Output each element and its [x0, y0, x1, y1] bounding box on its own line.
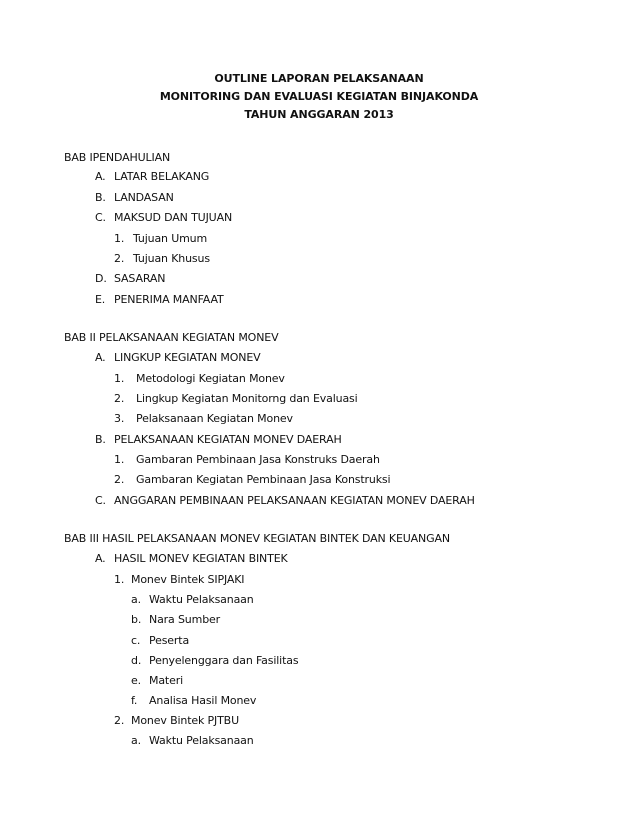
outline-item [131, 613, 220, 626]
outline-item [131, 654, 298, 667]
doc-title-line-1: OUTLINE LAPORAN PELAKSANAAN [214, 72, 424, 85]
item-marker: a. [131, 593, 141, 606]
doc-title-line-2: MONITORING DAN EVALUASI KEGIATAN BINJAKONDA [159, 90, 479, 103]
item-marker: c. [131, 634, 141, 647]
outline-item [95, 433, 342, 446]
outline-item [114, 372, 285, 385]
item-text: SASARAN [114, 272, 166, 285]
item-marker: 2. [114, 473, 125, 486]
outline-item [131, 694, 256, 707]
chapter-heading-bab-1: BAB IPENDAHULIAN [64, 151, 171, 164]
item-text: PENERIMA MANFAAT [114, 293, 224, 306]
outline-item [131, 734, 254, 747]
item-text: MAKSUD DAN TUJUAN [114, 211, 233, 224]
outline-item [114, 714, 239, 727]
item-text: Waktu Pelaksanaan [149, 593, 254, 606]
outline-item [114, 392, 358, 405]
item-text: Monev Bintek SIPJAKI [131, 573, 245, 586]
item-text: LATAR BELAKANG [114, 170, 210, 183]
outline-item [95, 351, 261, 364]
item-text: HASIL MONEV KEGIATAN BINTEK [114, 552, 288, 565]
item-text: Lingkup Kegiatan Monitorng dan Evaluasi [136, 392, 358, 405]
item-marker: B. [95, 433, 106, 446]
item-text: Metodologi Kegiatan Monev [136, 372, 285, 385]
item-text: Tujuan Umum [133, 232, 208, 245]
outline-item [131, 674, 183, 687]
item-text: Gambaran Pembinaan Jasa Konstruks Daerah [136, 453, 380, 466]
item-text: ANGGARAN PEMBINAAN PELAKSANAAN KEGIATAN MONEV DAERAH [114, 494, 475, 507]
item-marker: B. [95, 191, 106, 204]
item-marker: b. [131, 613, 142, 626]
outline-item [114, 453, 380, 466]
outline-item [95, 170, 209, 183]
item-marker: f. [131, 694, 138, 707]
item-text: Analisa Hasil Monev [149, 694, 257, 707]
item-marker: 1. [114, 453, 125, 466]
item-marker: C. [95, 211, 106, 224]
item-marker: 2. [114, 252, 125, 265]
doc-title-line-3: TAHUN ANGGARAN 2013 [244, 108, 394, 121]
outline-item [114, 473, 390, 486]
item-marker: e. [131, 674, 141, 687]
item-text: Waktu Pelaksanaan [149, 734, 254, 747]
outline-item [95, 191, 174, 204]
item-marker: 3. [114, 412, 125, 425]
outline-item [95, 293, 224, 306]
item-text: Penyelenggara dan Fasilitas [149, 654, 299, 667]
item-marker: E. [95, 293, 106, 306]
item-marker: D. [95, 272, 107, 285]
item-marker: A. [95, 552, 106, 565]
outline-item [131, 634, 189, 647]
outline-item [131, 593, 254, 606]
item-text: Pelaksanaan Kegiatan Monev [136, 412, 293, 425]
outline-item [95, 552, 288, 565]
item-marker: 2. [114, 714, 125, 727]
chapter-heading-bab-2: BAB II PELAKSANAAN KEGIATAN MONEV [64, 331, 279, 344]
outline-item [95, 272, 165, 285]
item-text: Materi [149, 674, 183, 687]
item-marker: 1. [114, 573, 125, 586]
item-marker: a. [131, 734, 141, 747]
item-text: Nara Sumber [149, 613, 221, 626]
outline-item [95, 211, 232, 224]
item-text: PELAKSANAAN KEGIATAN MONEV DAERAH [114, 433, 342, 446]
item-marker: 1. [114, 372, 125, 385]
item-text: Monev Bintek PJTBU [131, 714, 239, 727]
item-text: LANDASAN [114, 191, 174, 204]
item-text: Gambaran Kegiatan Pembinaan Jasa Konstruksi [136, 473, 391, 486]
item-marker: A. [95, 170, 106, 183]
item-marker: C. [95, 494, 106, 507]
outline-item [95, 494, 475, 507]
outline-item [114, 232, 207, 245]
item-marker: 2. [114, 392, 125, 405]
item-marker: 1. [114, 232, 125, 245]
item-text: Peserta [149, 634, 190, 647]
item-text: Tujuan Khusus [133, 252, 210, 265]
item-text: LINGKUP KEGIATAN MONEV [114, 351, 261, 364]
outline-item [114, 412, 293, 425]
item-marker: d. [131, 654, 142, 667]
outline-item [114, 573, 244, 586]
outline-item [114, 252, 210, 265]
item-marker: A. [95, 351, 106, 364]
chapter-heading-bab-3: BAB III HASIL PELAKSANAAN MONEV KEGIATAN BINTEK DAN KEUANGAN [64, 532, 450, 545]
